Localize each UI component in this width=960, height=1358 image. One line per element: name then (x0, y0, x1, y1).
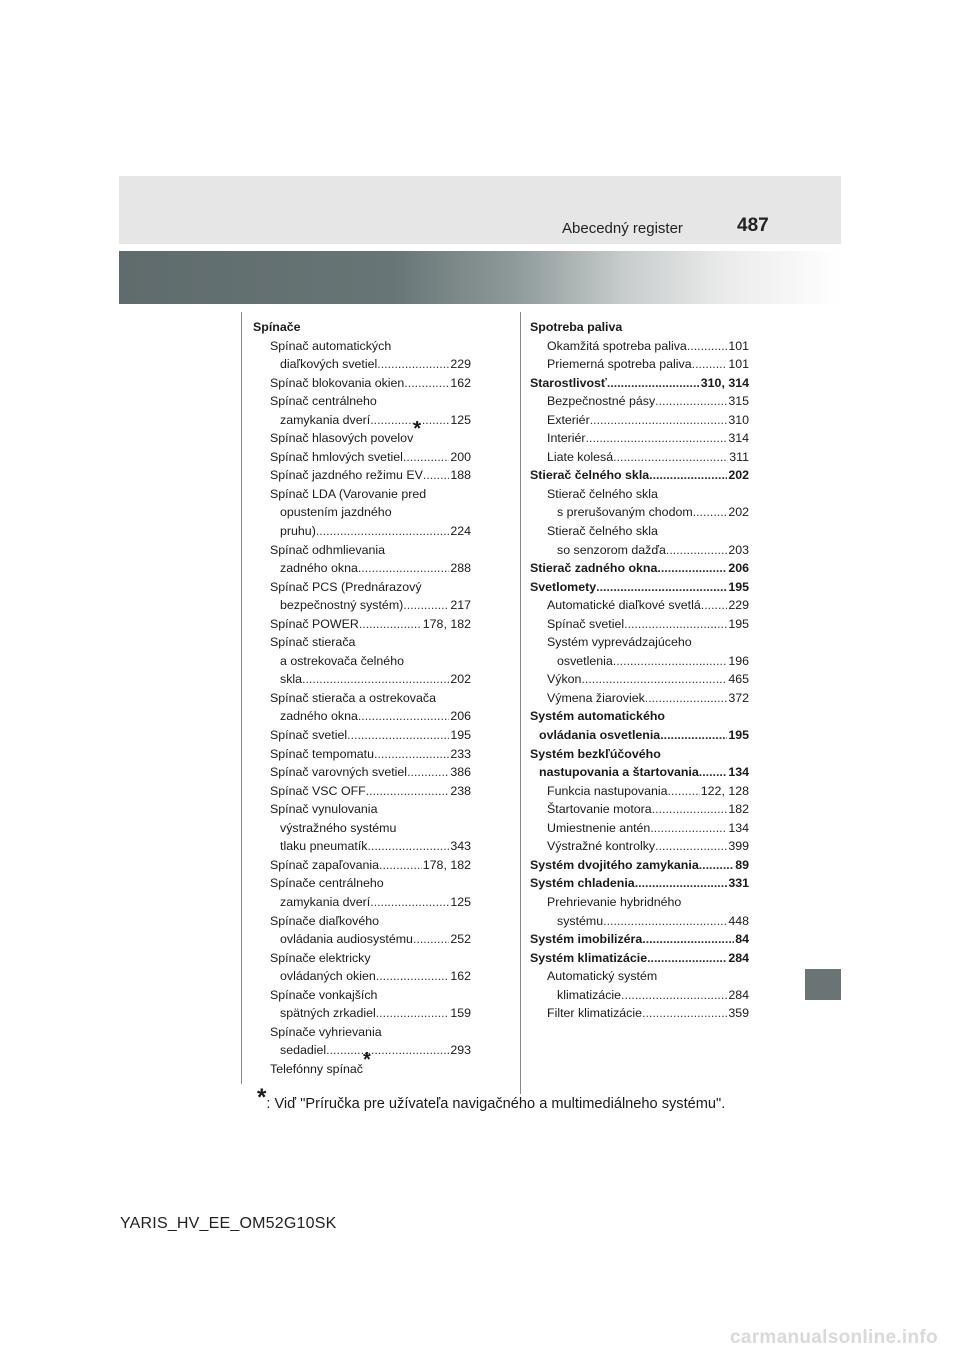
entry-term: Spínač svetiel (270, 728, 348, 743)
dot-leader (374, 745, 449, 764)
index-entry (530, 466, 749, 485)
index-entry (253, 949, 471, 968)
entry-term: systému (557, 913, 604, 928)
entry-page-ref: 178, 182 (422, 857, 471, 872)
index-entry (253, 596, 471, 615)
entry-page-ref: 224 (450, 524, 471, 539)
entry-term: so senzorom dažďa (557, 542, 666, 557)
dot-leader (413, 930, 449, 949)
entry-term: Spínače vonkajších (270, 987, 378, 1002)
entry-term: Starostlivosť (530, 375, 607, 390)
footnote-text: : Viď "Príručka pre užívateľa navigačného a multimediálneho systému". (266, 1096, 726, 1112)
entry-term: opustením jazdného (280, 505, 392, 520)
dot-leader (607, 374, 700, 393)
entry-page-ref: 229 (728, 598, 749, 613)
entry-page-ref: 159 (450, 1006, 471, 1021)
entry-term: Stierač zadného okna (530, 561, 658, 576)
index-entry (530, 503, 749, 522)
index-entry (530, 874, 749, 893)
left-column-rule (241, 312, 242, 1084)
entry-term: Svetlomety (530, 579, 597, 594)
entry-term: Spínače diaľkového (270, 913, 380, 928)
index-entry (253, 615, 471, 634)
footnote-marker: * (413, 418, 422, 441)
dot-leader (326, 1041, 449, 1060)
entry-page-ref: 178, 182 (422, 616, 471, 631)
dot-leader (642, 930, 734, 949)
footnote-star: * (257, 1084, 267, 1111)
entry-term: ovládania audiosystému (280, 932, 413, 947)
index-entry (530, 986, 749, 1005)
entry-term: zamykania dverí (280, 894, 371, 909)
index-entry (530, 522, 749, 541)
entry-page-ref: 202 (450, 672, 471, 687)
entry-term: Spínač stierača (270, 635, 356, 650)
entry-page-ref: 314 (728, 431, 749, 446)
entry-page-ref: 343 (450, 839, 471, 854)
entry-term: a ostrekovača čelného (280, 653, 404, 668)
dot-leader (621, 986, 727, 1005)
index-entry (253, 856, 471, 875)
dot-leader (366, 782, 450, 801)
entry-term: Výmena žiaroviek (547, 690, 645, 705)
dot-leader (657, 559, 727, 578)
index-entry (530, 337, 749, 356)
index-entry (253, 559, 471, 578)
entry-page-ref: 200 (450, 449, 471, 464)
entry-page-ref: 315 (728, 394, 749, 409)
index-entry (253, 318, 471, 337)
entry-term: bezpečnostný systém) (280, 598, 404, 613)
dot-leader (367, 837, 449, 856)
dot-leader (370, 893, 449, 912)
index-entry (253, 448, 471, 467)
entry-term: ovládania osvetlenia (539, 728, 661, 743)
dot-leader (668, 782, 700, 801)
footnote (257, 1084, 726, 1112)
entry-term: Liate kolesá (547, 449, 614, 464)
index-entry (253, 967, 471, 986)
section-tab (805, 969, 841, 1000)
index-entry (253, 337, 471, 356)
dot-leader (370, 411, 449, 430)
index-entry (253, 745, 471, 764)
index-entry (253, 355, 471, 374)
entry-page-ref: 89 (735, 857, 749, 872)
index-entry (253, 837, 471, 856)
entry-term: Stierač čelného skla (547, 486, 658, 501)
entry-term: Systém chladenia (530, 876, 635, 891)
entry-term: Spínač vynulovania (270, 802, 378, 817)
dot-leader (649, 466, 727, 485)
dot-leader (423, 466, 449, 485)
dot-leader (655, 837, 727, 856)
dot-leader (590, 411, 728, 430)
index-entry (253, 392, 471, 411)
entry-term: Exteriér (547, 412, 590, 427)
dot-leader (596, 578, 727, 597)
entry-page-ref: 134 (728, 820, 749, 835)
dot-leader (302, 670, 449, 689)
dot-leader (316, 522, 449, 541)
entry-term: Systém bezkľúčového (530, 746, 661, 761)
dot-leader (660, 726, 727, 745)
entry-page-ref: 465 (728, 672, 749, 687)
dot-leader (635, 874, 728, 893)
entry-term: zadného okna (280, 561, 358, 576)
entry-term: pruhu) (280, 524, 316, 539)
index-entry (530, 485, 749, 504)
entry-term: osvetlenia (557, 653, 613, 668)
dot-leader (647, 949, 727, 968)
header-band (119, 176, 841, 244)
dot-leader (358, 559, 449, 578)
entry-term: Spínače (253, 320, 301, 334)
index-entry (253, 800, 471, 819)
entry-page-ref: 217 (450, 598, 471, 613)
index-entry (253, 763, 471, 782)
entry-term: Automatický systém (547, 969, 658, 984)
index-entry (530, 967, 749, 986)
entry-term: Stierač čelného skla (530, 468, 650, 483)
header-banner (119, 251, 841, 304)
entry-term: zamykania dverí (280, 412, 371, 427)
dot-leader (642, 1004, 727, 1023)
entry-term: Filter klimatizácie (547, 1006, 643, 1021)
entry-page-ref: 310, 314 (700, 375, 749, 390)
entry-term: Prehrievanie hybridného (547, 894, 682, 909)
index-entry (530, 670, 749, 689)
entry-page-ref: 288 (450, 561, 471, 576)
entry-term: Interiér (547, 431, 586, 446)
entry-page-ref: 195 (728, 728, 749, 743)
footnote-marker: * (363, 1048, 371, 1071)
entry-term: s prerušovaným chodom (557, 505, 693, 520)
index-entry (253, 874, 471, 893)
entry-page-ref: 188 (450, 468, 471, 483)
index-entry (253, 466, 471, 485)
index-entry (253, 633, 471, 652)
index-entry (253, 503, 471, 522)
dot-leader (379, 856, 422, 875)
dot-leader (404, 374, 449, 393)
index-entry (253, 912, 471, 931)
entry-term: Spínač odhmlievania (270, 542, 386, 557)
dot-leader (693, 503, 728, 522)
index-entry (253, 578, 471, 597)
entry-page-ref: 310 (728, 412, 749, 427)
entry-page-ref: 101 (728, 338, 749, 353)
entry-term: sedadiel (280, 1043, 327, 1058)
entry-term: Systém vyprevádzajúceho (547, 635, 692, 650)
dot-leader (645, 689, 728, 708)
index-entry (253, 1041, 471, 1060)
index-entry (530, 689, 749, 708)
entry-page-ref: 195 (728, 579, 749, 594)
dot-leader (377, 355, 449, 374)
entry-term: skla (280, 672, 303, 687)
index-entry (253, 522, 471, 541)
index-entry (530, 318, 749, 337)
entry-page-ref: 122, 128 (700, 783, 749, 798)
entry-term: Spínače elektricky (270, 950, 371, 965)
dot-leader (403, 448, 449, 467)
entry-page-ref: 284 (728, 987, 749, 1002)
entry-term: Spínač blokovania okien (270, 375, 405, 390)
entry-term: zadného okna (280, 709, 358, 724)
index-entry (530, 837, 749, 856)
dot-leader (692, 355, 728, 374)
dot-leader (613, 448, 728, 467)
index-column-right (530, 318, 749, 1023)
entry-term: Spínač VSC OFF (270, 783, 366, 798)
entry-page-ref: 229 (450, 357, 471, 372)
entry-page-ref: 359 (728, 1006, 749, 1021)
index-entry (253, 1004, 471, 1023)
entry-page-ref: 195 (728, 616, 749, 631)
entry-term: Spínač tempomatu (270, 746, 375, 761)
index-entry (530, 411, 749, 430)
entry-term: ovládaných okien (280, 969, 376, 984)
entry-page-ref: 196 (728, 653, 749, 668)
entry-term: Spínač hlasových povelov (270, 431, 414, 446)
dot-leader (652, 800, 728, 819)
entry-term: Spínač hmlových svetiel (270, 449, 403, 464)
entry-page-ref: 125 (450, 412, 471, 427)
index-entry (253, 541, 471, 560)
index-entry (530, 800, 749, 819)
entry-page-ref: 203 (728, 542, 749, 557)
entry-term: Výkon (547, 672, 582, 687)
document-code: YARIS_HV_EE_OM52G10SK (120, 1215, 337, 1232)
entry-term: Spínač automatických (270, 338, 392, 353)
entry-term: Spínač svetiel (547, 616, 625, 631)
dot-leader (687, 337, 728, 356)
index-entry (253, 726, 471, 745)
index-entry (530, 596, 749, 615)
index-entry (530, 726, 749, 745)
index-entry (253, 930, 471, 949)
index-entry (530, 392, 749, 411)
entry-page-ref: 372 (728, 690, 749, 705)
entry-term: Výstražné kontrolky (547, 839, 656, 854)
entry-term: Spínač zapaľovania (270, 857, 380, 872)
index-column-left (253, 318, 471, 1078)
index-entry (530, 782, 749, 801)
entry-page-ref: 206 (728, 561, 749, 576)
dot-leader (581, 670, 727, 689)
entry-term: klimatizácie (557, 987, 622, 1002)
entry-page-ref: 311 (729, 449, 749, 464)
entry-term: Spínač POWER (270, 616, 359, 631)
watermark: carmanualsonline.info (730, 1327, 938, 1348)
dot-leader (359, 615, 422, 634)
entry-page-ref: 399 (728, 839, 749, 854)
dot-leader (650, 819, 727, 838)
entry-page-ref: 162 (450, 375, 471, 390)
entry-term: nastupovania a štartovania (539, 765, 699, 780)
dot-leader (347, 726, 449, 745)
entry-page-ref: 125 (450, 894, 471, 909)
entry-term: Spotreba paliva (530, 320, 623, 334)
index-entry (530, 429, 749, 448)
dot-leader (403, 596, 449, 615)
entry-page-ref: 206 (450, 709, 471, 724)
index-entry (530, 856, 749, 875)
entry-term: tlaku pneumatík (280, 839, 368, 854)
entry-page-ref: 202 (728, 505, 749, 520)
entry-page-ref: 284 (728, 950, 749, 965)
index-entry (253, 411, 471, 430)
entry-term: Systém klimatizácie (530, 950, 648, 965)
entry-page-ref: 386 (450, 765, 471, 780)
index-entry (253, 670, 471, 689)
entry-page-ref: 84 (735, 932, 749, 947)
index-entry (253, 374, 471, 393)
dot-leader (624, 615, 727, 634)
dot-leader (699, 763, 728, 782)
entry-page-ref: 448 (728, 913, 749, 928)
entry-term: Spínače vyhrievania (270, 1024, 382, 1039)
index-entry (253, 485, 471, 504)
entry-page-ref: 202 (728, 468, 749, 483)
dot-leader (586, 429, 728, 448)
entry-term: spätných zrkadiel (280, 1006, 376, 1021)
entry-term: Spínač centrálneho (270, 394, 377, 409)
index-entry (530, 374, 749, 393)
entry-term: Systém imobilizéra (530, 932, 643, 947)
index-entry (253, 819, 471, 838)
entry-term: výstražného systému (280, 820, 397, 835)
entry-page-ref: 195 (450, 728, 471, 743)
dot-leader (407, 763, 449, 782)
index-entry (530, 707, 749, 726)
entry-term: diaľkových svetiel (280, 357, 378, 372)
index-entry (253, 689, 471, 708)
entry-term: Spínače centrálneho (270, 876, 384, 891)
index-entry (530, 541, 749, 560)
index-entry (530, 448, 749, 467)
index-entry (530, 559, 749, 578)
entry-term: Spínač varovných svetiel (270, 765, 408, 780)
index-entry (530, 930, 749, 949)
entry-term: Štartovanie motora (547, 802, 652, 817)
entry-term: Okamžitá spotreba paliva (547, 338, 687, 353)
index-entry (530, 949, 749, 968)
entry-term: Telefónny spínač (270, 1061, 363, 1076)
entry-term: Stierač čelného skla (547, 524, 658, 539)
index-entry (530, 355, 749, 374)
index-entry (530, 912, 749, 931)
index-entry (253, 893, 471, 912)
entry-term: Automatické diaľkové svetlá (547, 598, 701, 613)
entry-term: Umiestnenie antén (547, 820, 651, 835)
index-entry (253, 707, 471, 726)
entry-term: Spínač jazdného režimu EV (270, 468, 423, 483)
entry-term: Bezpečnostné pásy (547, 394, 656, 409)
dot-leader (666, 541, 727, 560)
entry-term: Systém dvojitého zamykania (530, 857, 699, 872)
entry-term: Spínač LDA (Varovanie pred (270, 486, 427, 501)
entry-term: Spínač PCS (Prednárazový (270, 579, 422, 594)
index-entry (253, 1023, 471, 1042)
entry-page-ref: 293 (450, 1043, 471, 1058)
index-entry (530, 652, 749, 671)
index-entry (253, 782, 471, 801)
entry-page-ref: 233 (450, 746, 471, 761)
index-entry (530, 763, 749, 782)
index-entry (530, 615, 749, 634)
entry-page-ref: 252 (450, 932, 471, 947)
dot-leader (699, 856, 734, 875)
header-title: Abecedný register (562, 220, 683, 237)
dot-leader (603, 912, 727, 931)
entry-page-ref: 134 (728, 765, 749, 780)
dot-leader (613, 652, 728, 671)
index-entry (530, 819, 749, 838)
entry-term: Funkcia nastupovania (547, 783, 668, 798)
page-number: 487 (737, 215, 769, 236)
dot-leader (358, 707, 449, 726)
dot-leader (376, 967, 450, 986)
entry-page-ref: 162 (450, 969, 471, 984)
entry-page-ref: 101 (728, 357, 749, 372)
entry-term: Spínač stierača a ostrekovača (270, 690, 436, 705)
index-entry (530, 893, 749, 912)
dot-leader (701, 596, 728, 615)
entry-page-ref: 182 (728, 802, 749, 817)
entry-term: Systém automatického (530, 709, 665, 724)
entry-page-ref: 238 (450, 783, 471, 798)
dot-leader (655, 392, 727, 411)
index-entry (253, 652, 471, 671)
entry-page-ref: 331 (728, 876, 749, 891)
index-entry (253, 986, 471, 1005)
entry-term: Priemerná spotreba paliva (547, 357, 692, 372)
index-entry (530, 1004, 749, 1023)
index-entry (530, 633, 749, 652)
dot-leader (376, 1004, 450, 1023)
middle-column-rule (520, 312, 521, 1094)
index-entry (530, 578, 749, 597)
index-entry (530, 745, 749, 764)
